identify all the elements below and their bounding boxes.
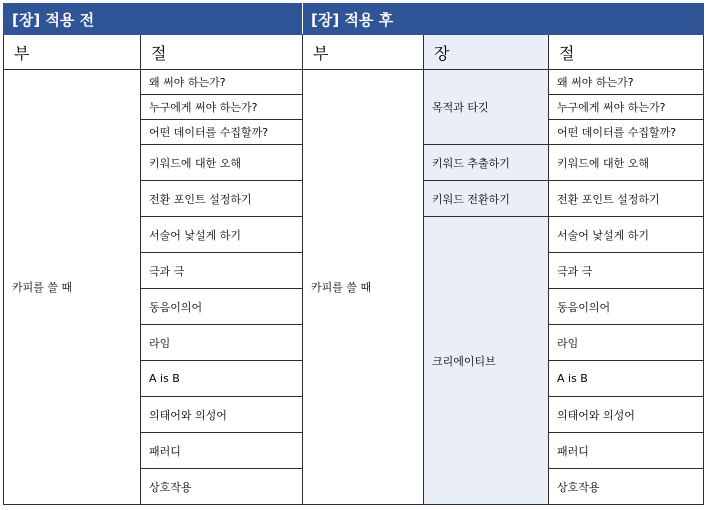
after-section: 키워드에 대한 오해 [549,145,704,181]
after-section: 서술어 낯설게 하기 [549,217,704,253]
before-section: 서술어 낯설게 하기 [141,217,303,253]
after-col-section: 절 [549,35,704,70]
before-col-section: 절 [141,35,303,70]
before-section: 동음이의어 [141,289,303,325]
after-section: 왜 써야 하는가? [549,70,704,95]
after-col-chapter: 장 [424,35,549,70]
after-chapter: 목적과 타깃 [424,70,549,145]
comparison-table-frame [3,3,704,505]
after-title: [장] 적용 후 [303,4,704,35]
after-section: 동음이의어 [549,289,704,325]
before-section: 전환 포인트 설정하기 [141,181,303,217]
before-section: 라임 [141,325,303,361]
before-section: 극과 극 [141,253,303,289]
after-section: 라임 [549,325,704,361]
after-part-cell: 카피를 쓸 때 [303,70,424,505]
before-section: 상호작용 [141,469,303,505]
before-part-cell: 카피를 쓸 때 [4,70,141,505]
before-section: 패러디 [141,433,303,469]
after-section: A is B [549,361,704,397]
comparison-table [3,3,704,505]
after-section: 패러디 [549,433,704,469]
after-chapter: 키워드 추출하기 [424,145,549,181]
before-section: 의태어와 의성어 [141,397,303,433]
after-section: 전환 포인트 설정하기 [549,181,704,217]
before-section: 키워드에 대한 오해 [141,145,303,181]
before-section: 왜 써야 하는가? [141,70,303,95]
after-col-part: 부 [303,35,424,70]
before-section: A is B [141,361,303,397]
after-chapter: 크리에이티브 [424,217,549,505]
before-section: 어떤 데이터를 수집할까? [141,120,303,145]
after-section: 상호작용 [549,469,704,505]
before-col-part: 부 [4,35,141,70]
after-section: 극과 극 [549,253,704,289]
after-section: 누구에게 써야 하는가? [549,95,704,120]
before-section: 누구에게 써야 하는가? [141,95,303,120]
after-section: 어떤 데이터를 수집할까? [549,120,704,145]
after-section: 의태어와 의성어 [549,397,704,433]
after-chapter: 키워드 전환하기 [424,181,549,217]
before-title: [장] 적용 전 [4,4,303,35]
